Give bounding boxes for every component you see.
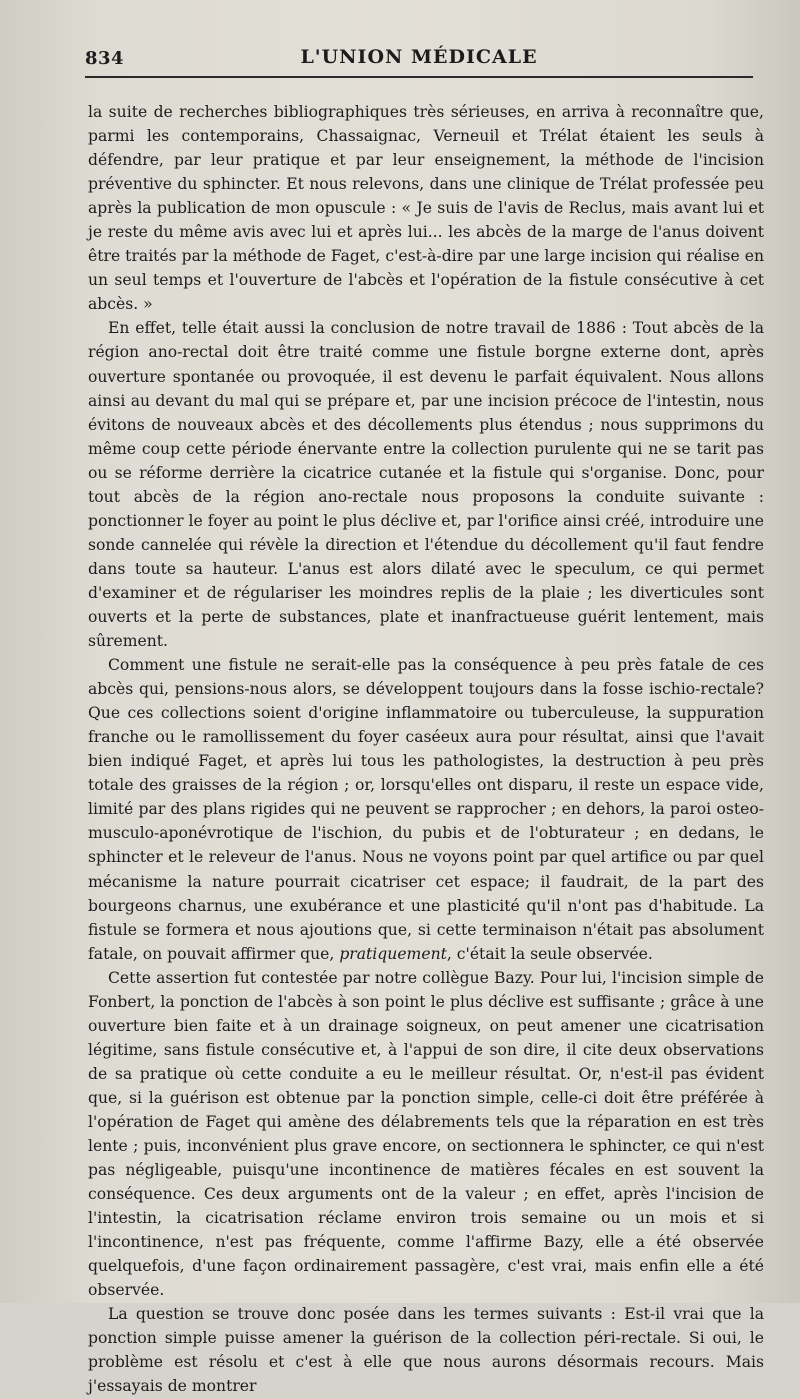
paragraph [88,653,764,966]
page-header [85,44,753,74]
page-number: 834 [85,48,125,69]
body-text [88,100,764,1399]
header-rule [85,76,753,78]
running-title: L'UNION MÉDICALE [300,46,538,68]
paragraph: Cette assertion fut contestée par notre collègue Bazy. Pour lui, l'incision simple de Fonbert, la ponction de l'abcès à son point le plus déclive est suffisante ; grâce à une ouverture bien faite et à un drainage soigneux, on peut amener une cicatrisation légitime, sans fistule consécutive et, à l'appui de son dire, il cite deux observations de sa pratique où cette conduite a eu le meilleur résultat. Or, n'est-il pas évident que, si la guérison est obtenue par la ponction simple, celle-ci doit être préférée à l'opération de Faget qui amène des délabrements tels que la réparation en est très lente ; puis, inconvénient plus grave encore, on sectionnera le sphincter, ce qui n'est pas négligeable, puisqu'une incontinence de matières fécales en est souvent la conséquence. Ces deux arguments ont de la valeur ; en effet, après l'incision de l'intestin, la cicatrisation réclame environ trois semaine ou un mois et si l'incontinence, n'est pas fréquente, comme l'affirme Bazy, elle a été observée quelquefois, d'une façon ordinairement passagère, c'est vrai, mais enfin elle a été observée. [88,968,764,1300]
paragraph-text: Comment une fistule ne serait-elle pas la conséquence à peu près fatale de ces abcès qui, pensions-nous alors, se développent toujours dans la fosse ischio-rectale? Que ces collections soient d'origine inflammatoire ou tuberculeuse, la suppuration franche ou le ramollissement du foyer caséeux aura pour résultat, ainsi que l'avait bien indiqué Faget, et après lui tous les pathologistes, la destruction à peu près totale des graisses de la région ; or, lorsqu'elles ont disparu, il reste un espace vide, limité par des plans rigides qui ne peuvent se rapprocher ; en dehors, la paroi osteo-musculo-aponévrotique de l'ischion, du pubis et de l'obturateur ; en dedans, le sphincter et le releveur de l'anus. Nous ne voyons point par quel artifice ou par quel mécanisme la nature pourrait cicatriser cet espace; il faudrait, de la part des bourgeons charnus, une exubérance et une plasticité qu'il n'ont pas d'habitude. La fistule se formera et nous ajoutions que, si cette terminaison n'était pas absolument fatale, on pouvait affirmer que, [88,656,764,963]
paragraph: la suite de recherches bibliographiques très sérieuses, en arriva à reconnaître que, parmi les contemporains, Chassaignac, Verneuil et Trélat étaient les seuls à défendre, par leur pratique et par leur enseignement, la méthode de l'incision préventive du sphincter. Et nous relevons, dans une clinique de Trélat professée peu après la publication de mon opuscule : « Je suis de l'avis de Reclus, mais avant lui et je reste du même avis avec lui et après lui... les abcès de la marge de l'anus doivent être traités par la méthode de Faget, c'est-à-dire par une large incision qui réalise en un seul temps et l'ouverture de l'abcès et l'opération de la fistule consécutive à cet abcès. » [88,103,764,314]
paragraph: En effet, telle était aussi la conclusion de notre travail de 1886 : Tout abcès de la région ano-rectal doit être traité comme une fistule borgne externe dont, après ouverture spontanée ou provoquée, il est devenu le parfait équivalent. Nous allons ainsi au devant du mal qui se prépare et, par une incision précoce de l'intestin, nous évitons de nouveaux abcès et des décollements plus étendus ; nous supprimons du même coup cette période énervante entre la collection purulente qui ne se tarit pas ou se réforme derrière la cicatrice cutanée et la fistule qui s'organise. Donc, pour tout abcès de la région ano-rectale nous proposons la conduite suivante : ponctionner le foyer au point le plus déclive et, par l'orifice ainsi créé, introduire une sonde cannelée qui révèle la direction et l'étendue du décollement qu'il faut fendre dans toute sa hauteur. L'anus est alors dilaté avec le speculum, ce qui permet d'examiner et de régulariser les moindres replis de la plaie ; les diverticules sont ouverts et la perte de substances, plate et inanfractueuse guérit lentement, mais sûrement. [88,319,764,651]
paragraph-tail: , c'était la seule observée. [446,944,653,963]
italic-word: pratiquement [339,944,447,963]
paragraph: La question se trouve donc posée dans les termes suivants : Est-il vrai que la ponction simple puisse amener la guérison de la collection péri-rectale. Si oui, le problème est résolu et c'est à elle que nous aurons désormais recours. Mais j'essayais de montrer [88,1305,764,1396]
